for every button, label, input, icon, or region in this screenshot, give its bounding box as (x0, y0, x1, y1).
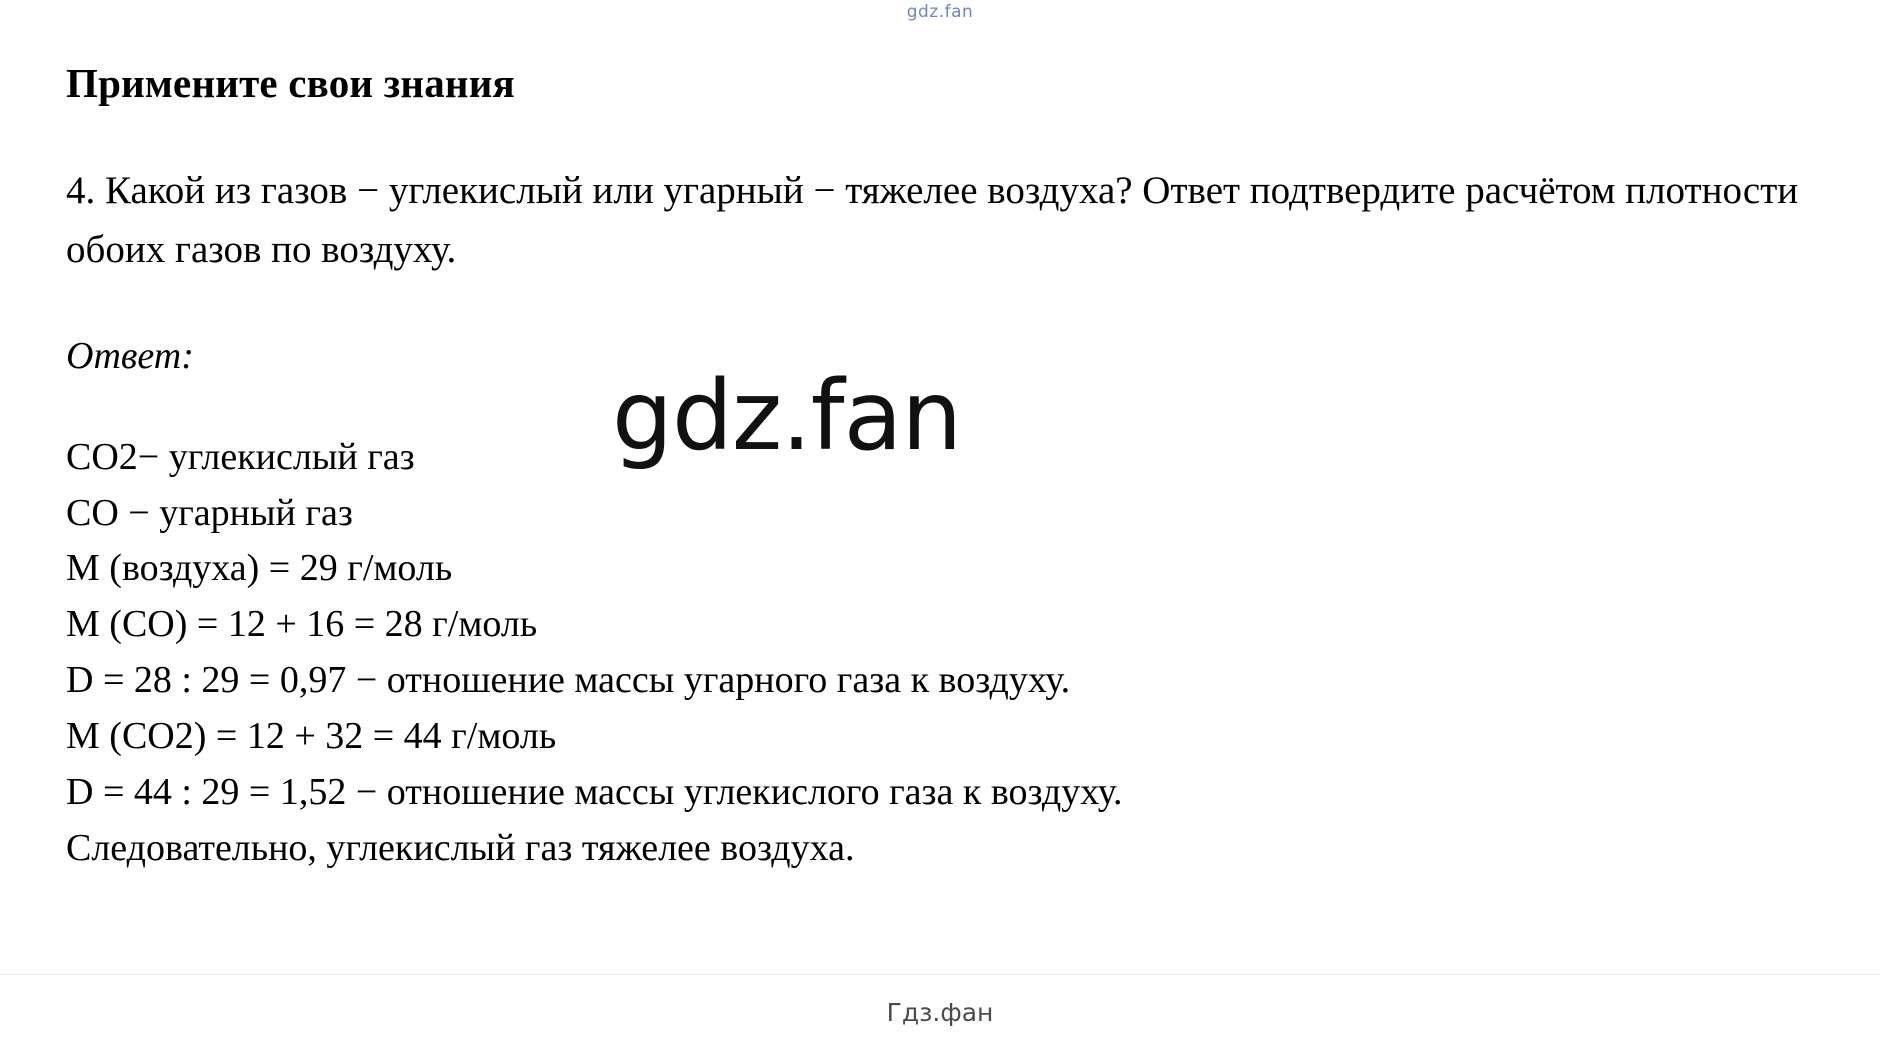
page-title: Примените свои знания (66, 60, 515, 106)
solution-line: D = 28 : 29 = 0,97 − отношение массы угарного газа к воздуху. (66, 659, 1071, 702)
question-text: 4. Какой из газов − углекислый или угарный − тяжелее воздуха? Ответ подтвердите расчётом плотности обоих газов по воздуху. (66, 169, 1799, 272)
footer-watermark: Гдз.фан (886, 998, 994, 1027)
solution-line: CO2− углекислый газ (66, 435, 415, 478)
answer-label: Ответ: (66, 334, 194, 377)
solution-block (66, 430, 1826, 877)
center-watermark: gdz.fan (612, 360, 962, 472)
footer-divider (0, 974, 1880, 975)
solution-line: M (CO2) = 12 + 32 = 44 г/моль (66, 714, 557, 757)
solution-line: M (воздуха) = 29 г/моль (66, 547, 453, 590)
solution-line: M (CO) = 12 + 16 = 28 г/моль (66, 603, 538, 646)
solution-line: Следовательно, углекислый газ тяжелее воздуха. (66, 826, 855, 869)
solution-line: D = 44 : 29 = 1,52 − отношение массы углекислого газа к воздуху. (66, 770, 1123, 813)
top-watermark: gdz.fan (906, 2, 974, 22)
solution-line: CO − угарный газ (66, 491, 353, 534)
document-content (66, 60, 1826, 877)
